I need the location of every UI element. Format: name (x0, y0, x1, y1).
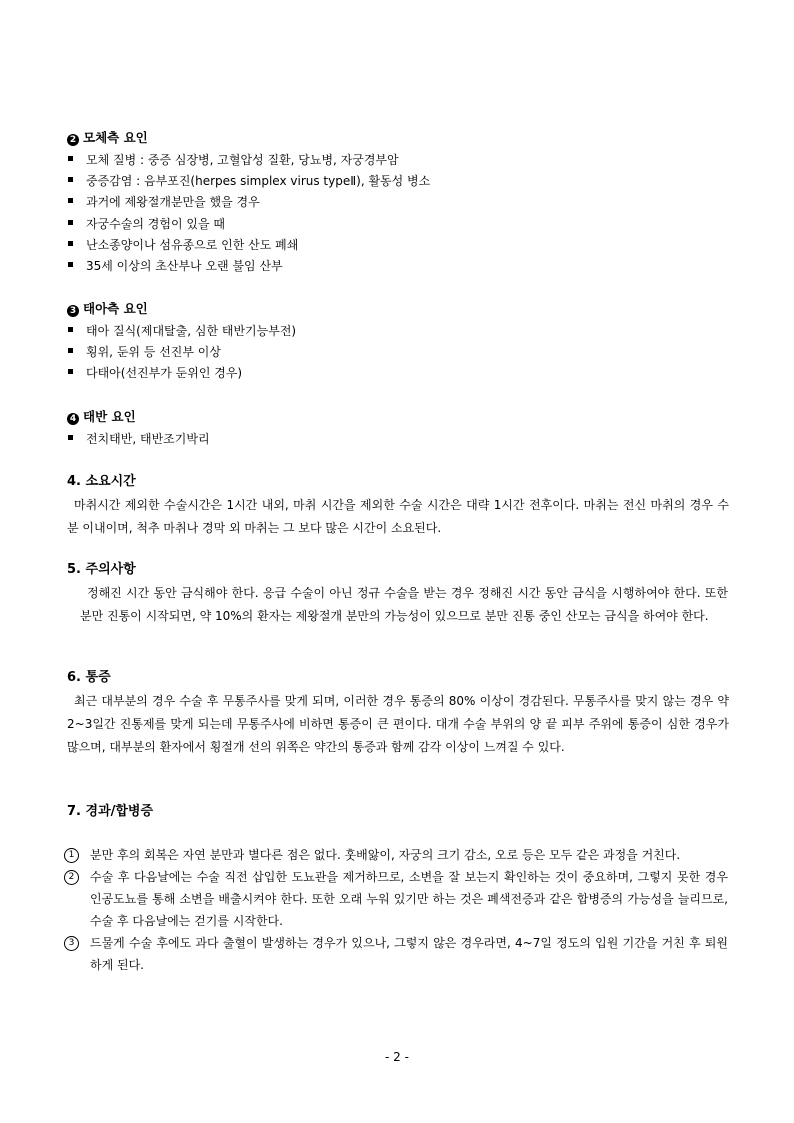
list-item: 과거에 제왕절개분만을 했을 경우 (67, 194, 260, 210)
square-bullet-icon (68, 241, 73, 246)
list-item: 태아 질식(제대탈출, 심한 태반기능부전) (67, 323, 296, 339)
list-item: 모체 질병 : 중증 심장병, 고혈압성 질환, 당뇨병, 자궁경부암 (67, 152, 399, 168)
square-bullet-icon (68, 435, 73, 440)
square-bullet-icon (68, 262, 73, 267)
section-heading-pain: 6. 통증 (67, 670, 111, 685)
section-heading-precautions: 5. 주의사항 (67, 562, 136, 577)
square-bullet-icon (68, 348, 73, 353)
list-item: 전치태반, 태반조기박리 (67, 431, 210, 447)
list-item: 자궁수술의 경험이 있을 때 (67, 216, 225, 232)
circled-number: 3 (67, 305, 79, 317)
circled-number: 2 (67, 134, 79, 146)
circled-number: 3 (64, 936, 79, 951)
list-item: 중증감염 : 음부포진(herpes simplex virus typeⅡ), 활동성 병소 (67, 173, 430, 189)
circled-number: 4 (67, 413, 79, 425)
list-item: 3 드물게 수술 후에도 과다 출혈이 발생하는 경우가 있으나, 그렇지 않은 경우라면, 4~7일 정도의 입원 기간을 거친 후 퇴원하게 된다. (64, 932, 728, 976)
circled-number: 2 (64, 870, 79, 885)
list-item: 1 분만 후의 회복은 자연 분만과 별다른 점은 없다. 훗배앓이, 자궁의 크기 감소, 오로 등은 모두 같은 과정을 거친다. (64, 844, 728, 866)
list-item: 2 수술 후 다음날에는 수술 직전 삽입한 도뇨관을 제거하므로, 소변을 잘 보는지 확인하는 것이 중요하며, 그렇지 못한 경우 인공도뇨를 통해 소변을 배출시켜야 한다. 또한 오래 누워 있기만 하는 것은 폐색전증과 같은 합병증의 가능성을 늘리므로, 수술 후 다음날에는 걷기를 시작한다. (64, 866, 728, 932)
square-bullet-icon (68, 327, 73, 332)
square-bullet-icon (68, 198, 73, 203)
list-item: 횡위, 둔위 등 선진부 이상 (67, 344, 221, 360)
circled-number: 1 (64, 848, 79, 863)
square-bullet-icon (68, 177, 73, 182)
section-heading-duration: 4. 소요시간 (67, 474, 136, 489)
list-item: 다태아(선진부가 둔위인 경우) (67, 365, 242, 381)
section-paragraph-pain: 최근 대부분의 경우 수술 후 무통주사를 맞게 되며, 이러한 경우 통증의 80% 이상이 경감된다. 무통주사를 맞지 않는 경우 약 2~3일간 진통제를 맞게 되는데 무통주사에 비하면 통증이 큰 편이다. 대개 수술 부위의 양 끝 피부 주위에 통증이 심한 경우가 많으며, 대부분의 환자에서 횡절개 선의 위쪽은 약간의 통증과 함께 감각 이상이 느껴질 수 있다. (67, 694, 729, 754)
square-bullet-icon (68, 220, 73, 225)
list-item: 난소종양이나 섬유종으로 인한 산도 폐쇄 (67, 237, 298, 253)
list-item: 35세 이상의 초산부나 오랜 불임 산부 (67, 258, 283, 274)
section-paragraph-duration: 마취시간 제외한 수술시간은 1시간 내외, 마취 시간을 제외한 수술 시간은 대략 1시간 전후이다. 마취는 전신 마취의 경우 수분 이내이며, 척추 마취나 경막 외 마취는 그 보다 많은 시간이 소요된다. (67, 498, 729, 535)
section-heading-course: 7. 경과/합병증 (67, 804, 154, 819)
maternal-factors-heading: 2 모체측 요인 (67, 130, 148, 146)
square-bullet-icon (68, 369, 73, 374)
course-list (64, 844, 728, 976)
placental-factors-heading: 4 태반 요인 (67, 409, 136, 425)
square-bullet-icon (68, 156, 73, 161)
page-number: - 2 - (385, 1050, 409, 1064)
fetal-factors-heading: 3 태아측 요인 (67, 301, 148, 317)
section-paragraph-precautions: 정해진 시간 동안 금식해야 한다. 응급 수술이 아닌 정규 수술을 받는 경우 정해진 시간 동안 금식을 시행하여야 한다. 또한 분만 진통이 시작되면, 약 10%의 환자는 제왕절개 분만의 가능성이 있으므로 분만 진통 중인 산모는 금식을 하여야 한다. (80, 586, 728, 623)
